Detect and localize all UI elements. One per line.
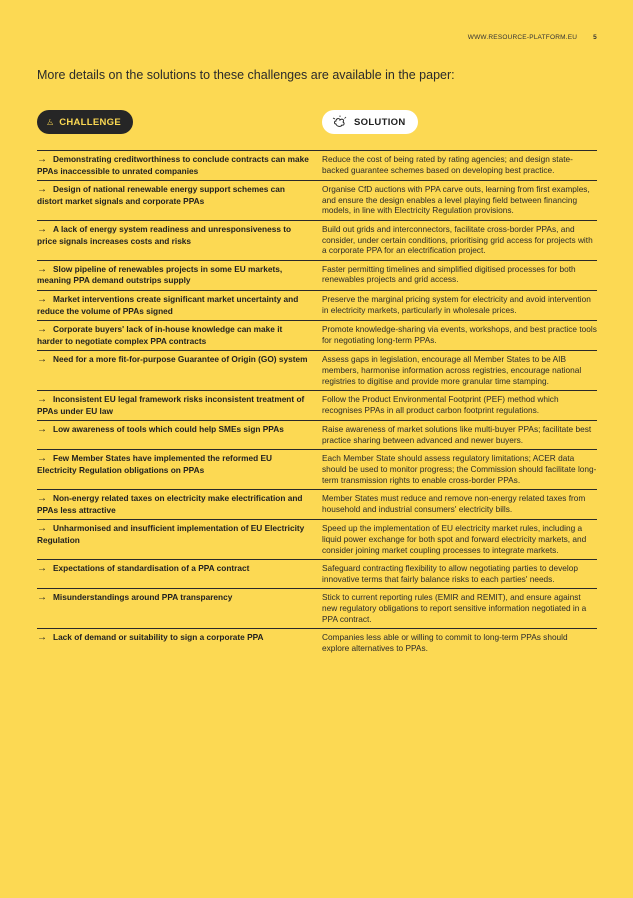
table-row <box>37 260 597 290</box>
arrow-right-icon: → <box>37 263 47 275</box>
table-row <box>37 588 597 628</box>
solution-cell: Safeguard contracting flexibility to allow negotiating parties to develop innovative terms that fairly balance risks to each parties' needs. <box>322 563 578 584</box>
solution-label: SOLUTION <box>354 116 406 128</box>
challenge-cell: → Non-energy related taxes on electricity make electrification and PPAs less attractive <box>37 493 303 515</box>
challenge-cell: → Inconsistent EU legal framework risks inconsistent treatment of PPAs under EU law <box>37 394 305 416</box>
arrow-right-icon: → <box>37 632 47 644</box>
arrow-right-icon: → <box>37 154 47 165</box>
solution-cell: Assess gaps in legislation, encourage all Member States to be AIB members, harmonise information across registries, encourage national registries to digitise and provide more granular time stamping. <box>322 354 582 386</box>
arrow-right-icon: → <box>37 523 47 535</box>
challenge-cell: → Few Member States have implemented the reformed EU Electricity Regulation obligations on PPAs <box>37 453 273 476</box>
challenge-solution-table <box>37 150 597 657</box>
table-row <box>37 559 597 588</box>
solution-cell: Stick to current reporting rules (EMIR and REMIT), and ensure against new regulatory obligations to report sensitive information negotiated in a PPA contract. <box>322 592 587 624</box>
solution-cell: Faster permitting timelines and simplified digitised processes for both renewables projects and grid access. <box>322 263 576 285</box>
solution-cell: Raise awareness of market solutions like multi-buyer PPAs; facilitate best practice sharing between advanced and newer buyers. <box>322 424 592 445</box>
solution-cell: Follow the Product Environmental Footprint (PEF) method which recognises PPAs in all product carbon footprint regulations. <box>322 394 559 415</box>
challenge-tag <box>37 110 133 134</box>
arrow-right-icon: → <box>37 453 47 465</box>
arrow-right-icon: → <box>37 394 47 406</box>
arrow-right-icon: → <box>37 324 47 336</box>
solution-cell: Companies less able or willing to commit to long-term PPAs should explore alternatives to PPAs. <box>322 632 568 653</box>
table-row <box>37 320 597 350</box>
table-row <box>37 180 597 220</box>
challenge-cell: → A lack of energy system readiness and unresponsiveness to price signals increases costs and risks <box>37 223 292 246</box>
arrow-right-icon: → <box>37 493 47 505</box>
table-row <box>37 449 597 489</box>
table-row <box>37 390 597 420</box>
challenge-cell: → Demonstrating creditworthiness to conclude contracts can make PPAs inaccessible to unrated companies <box>37 154 309 176</box>
challenge-cell: → Design of national renewable energy support schemes can distort market signals and corporate PPAs <box>37 184 285 206</box>
solution-cell: Build out grids and interconnectors, facilitate cross-border PPAs, and consider, under certain conditions, prioritising grid access for projects with a corporate PPA for an electrification project. <box>322 223 593 256</box>
challenge-cell: → Expectations of standardisation of a PPA contract <box>37 563 250 575</box>
table-row <box>37 350 597 390</box>
arrow-right-icon: → <box>37 293 47 305</box>
solution-cell: Preserve the marginal pricing system for electricity and avoid intervention in electricity markets, particularly in wholesale prices. <box>322 293 591 315</box>
solution-cell: Promote knowledge-sharing via events, workshops, and best practice tools for negotiating long-term PPAs. <box>322 324 597 345</box>
intro-text: More details on the solutions to these challenges are available in the paper: <box>37 68 455 82</box>
challenge-cell: → Need for a more fit-for-purpose Guarantee of Origin (GO) system <box>37 354 308 366</box>
solution-cell: Organise CfD auctions with PPA carve outs, learning from first examples, and ensure the design enables a level playing field between financing models, in line with Electricity Regulation provisions. <box>322 184 590 216</box>
challenge-cell: → Market interventions create significant market uncertainty and reduce the volume of PPAs signed <box>37 293 299 316</box>
lightbulb-burst-icon <box>332 115 348 129</box>
challenge-cell: → Misunderstandings around PPA transparency <box>37 592 233 604</box>
arrow-right-icon: → <box>37 563 47 575</box>
arrow-right-icon: → <box>37 592 47 604</box>
table-row <box>37 220 597 260</box>
arrow-right-icon: → <box>37 184 47 196</box>
arrow-right-icon: → <box>37 223 47 235</box>
website-url: WWW.RESOURCE-PLATFORM.EU <box>467 34 578 41</box>
challenge-label: CHALLENGE <box>59 116 121 128</box>
challenge-cell: → Unharmonised and insufficient implementation of EU Electricity Regulation <box>37 523 305 546</box>
solution-tag <box>322 110 418 134</box>
page-number: 5 <box>593 34 597 41</box>
solution-cell: Reduce the cost of being rated by rating agencies; and design state-backed guarantee schemes based on developing best practice. <box>322 154 573 175</box>
challenge-cell: → Lack of demand or suitability to sign a corporate PPA <box>37 632 264 644</box>
solution-cell: Speed up the implementation of EU electricity market rules, including a liquid power exchange for both spot and forward electricity markets, and consider joining market coupling processes to integrate markets. <box>322 523 587 555</box>
table-row <box>37 628 597 657</box>
solution-cell: Each Member State should assess regulatory limitations; ACER data should be used to monitor progress; the Commission should facilitate long-term transmission rights to enable cross-border PPAs. <box>322 453 597 485</box>
challenge-cell: → Corporate buyers' lack of in-house knowledge can make it harder to negotiate complex PPA contracts <box>37 324 283 346</box>
solution-cell: Member States must reduce and remove non-energy related taxes from household and industrial consumers' electricity bills. <box>322 493 586 514</box>
table-row <box>37 290 597 320</box>
table-row <box>37 150 597 180</box>
table-row <box>37 489 597 519</box>
arrow-right-icon: → <box>37 424 47 436</box>
challenge-cell: → Slow pipeline of renewables projects in some EU markets, meaning PPA demand outstrips supply <box>37 263 283 286</box>
table-row <box>37 420 597 449</box>
column-tags <box>37 110 597 134</box>
arrow-right-icon: → <box>37 354 47 366</box>
table-row <box>37 519 597 559</box>
mountain-flag-icon <box>47 115 53 129</box>
challenge-cell: → Low awareness of tools which could help SMEs sign PPAs <box>37 424 284 436</box>
page-header <box>468 34 597 41</box>
